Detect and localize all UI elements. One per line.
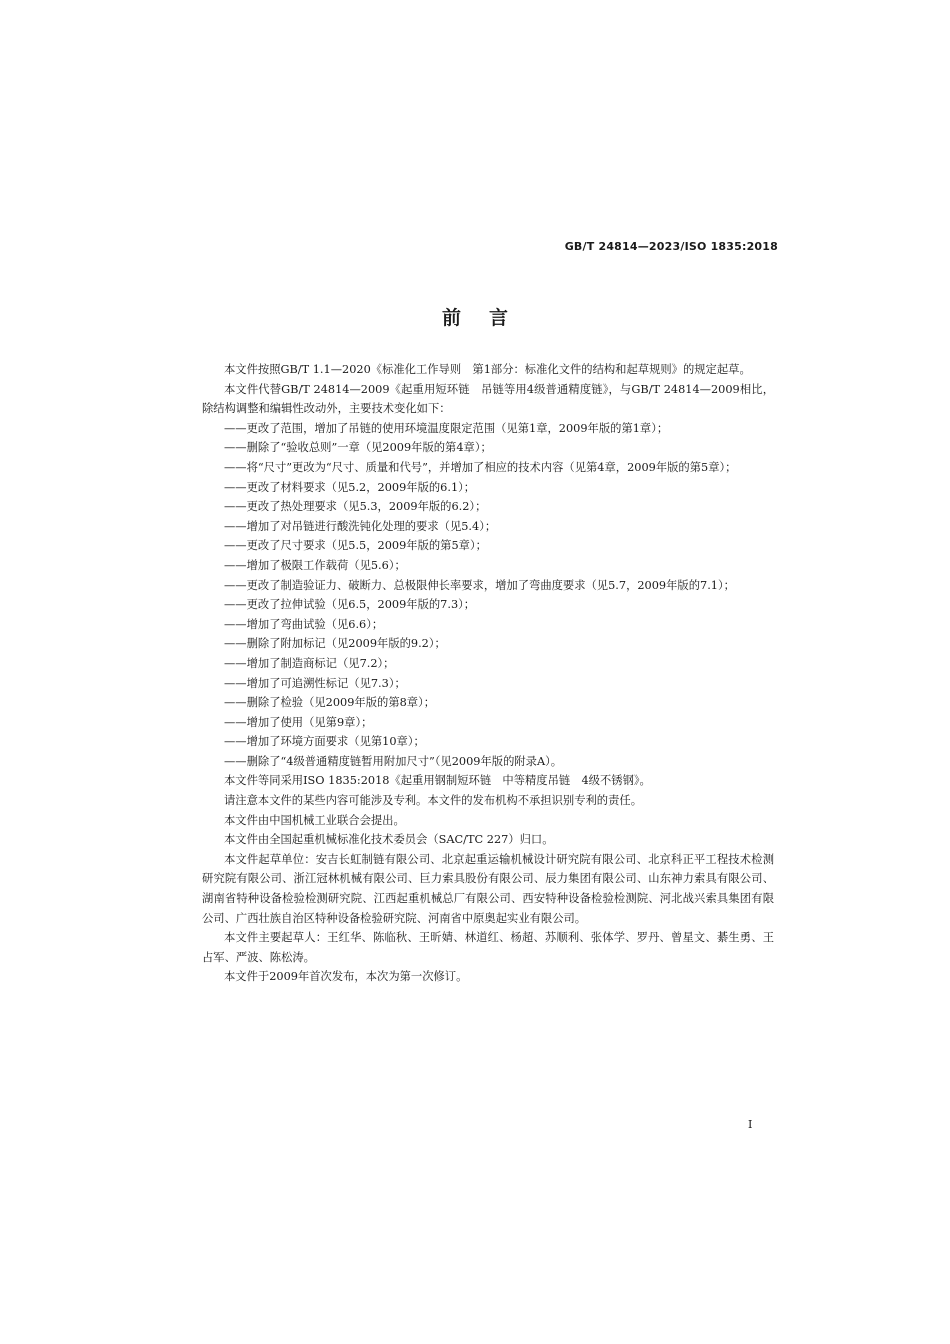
list-item: ——删除了附加标记（见2009年版的9.2）； bbox=[224, 637, 446, 651]
list-item: ——增加了使用（见第9章）； bbox=[224, 715, 373, 729]
paragraph-drafting-units: 本文件起草单位：安吉长虹制链有限公司、北京起重运输机械设计研究院有限公司、北京科正平工程技术检测研究院有限公司、浙江冠林机械有限公司、巨力索具股份有限公司、辰力集团有限公司、山东神力索具有限公司、湖南省特种设备检验检测研究院、江西起重机械总厂有限公司、西安特种设备检验检测院、河北战兴索具集团有限公司、广西壮族自治区特种设备检验研究院、河南省中原奥起实业有限公司。 bbox=[202, 852, 774, 925]
list-item: ——增加了弯曲试验（见6.6）； bbox=[224, 617, 384, 631]
list-item: ——更改了尺寸要求（见5.5，2009年版的第5章）； bbox=[224, 539, 487, 553]
list-item: ——增加了制造商标记（见7.2）； bbox=[224, 656, 395, 670]
list-item: ——删除了“4级普通精度链暂用附加尺寸”（见2009年版的附录A）。 bbox=[224, 754, 563, 768]
list-item: ——删除了检验（见2009年版的第8章）； bbox=[224, 696, 436, 710]
paragraph-drafting-rules: 本文件按照GB/T 1.1—2020《标准化工作导则 第1部分：标准化文件的结构和起草规则》的规定起草。 bbox=[224, 363, 751, 376]
page-title: 前言 bbox=[441, 307, 536, 329]
list-item: ——更改了热处理要求（见5.3，2009年版的6.2）； bbox=[224, 500, 487, 514]
list-item: ——增加了对吊链进行酸洗钝化处理的要求（见5.4）； bbox=[224, 519, 497, 533]
page-number: I bbox=[748, 1118, 753, 1131]
paragraph-technical-committee: 本文件由全国起重机械标准化技术委员会（SAC/TC 227）归口。 bbox=[224, 833, 554, 847]
list-item: ——将“尺寸”更改为“尺寸、质量和代号”，并增加了相应的技术内容（见第4章，2009年版的第5章）； bbox=[224, 460, 737, 474]
list-item: ——增加了环境方面要求（见第10章）； bbox=[224, 735, 425, 749]
paragraph-replacement: 本文件代替GB/T 24814—2009《起重用短环链 吊链等用4级普通精度链》，与GB/T 24814—2009相比，除结构调整和编辑性改动外，主要技术变化如下： bbox=[202, 382, 774, 416]
list-item: ——更改了拉伸试验（见6.5，2009年版的7.3）； bbox=[224, 598, 476, 612]
list-item: ——增加了极限工作载荷（见5.6）； bbox=[224, 558, 406, 572]
list-item: ——更改了制造验证力、破断力、总极限伸长率要求，增加了弯曲度要求（见5.7，2009年版的7.1）； bbox=[224, 578, 735, 592]
paragraph-main-drafters: 本文件主要起草人：王红华、陈临秋、王昕婧、林道红、杨超、苏顺利、张体学、罗丹、曾星文、綦生勇、王占军、严波、陈松涛。 bbox=[202, 931, 774, 964]
paragraph-patent-notice: 请注意本文件的某些内容可能涉及专利。本文件的发布机构不承担识别专利的责任。 bbox=[224, 794, 642, 808]
technical-changes-list bbox=[202, 419, 774, 772]
list-item: ——删除了“验收总则”一章（见2009年版的第4章）； bbox=[224, 441, 492, 455]
paragraph-publication-history: 本文件于2009年首次发布，本次为第一次修订。 bbox=[224, 970, 468, 984]
foreword-body bbox=[202, 360, 774, 987]
standard-code-header: GB/T 24814—2023/ISO 1835:2018 bbox=[564, 240, 778, 253]
list-item: ——增加了可追溯性标记（见7.3）； bbox=[224, 676, 406, 690]
paragraph-proposer: 本文件由中国机械工业联合会提出。 bbox=[224, 813, 405, 827]
paragraph-iso-adoption: 本文件等同采用ISO 1835:2018《起重用钢制短环链 中等精度吊链 4级不锈钢》。 bbox=[224, 774, 651, 788]
list-item: ——更改了范围，增加了吊链的使用环境温度限定范围（见第1章，2009年版的第1章）； bbox=[224, 421, 669, 435]
list-item: ——更改了材料要求（见5.2，2009年版的6.1）； bbox=[224, 480, 476, 494]
